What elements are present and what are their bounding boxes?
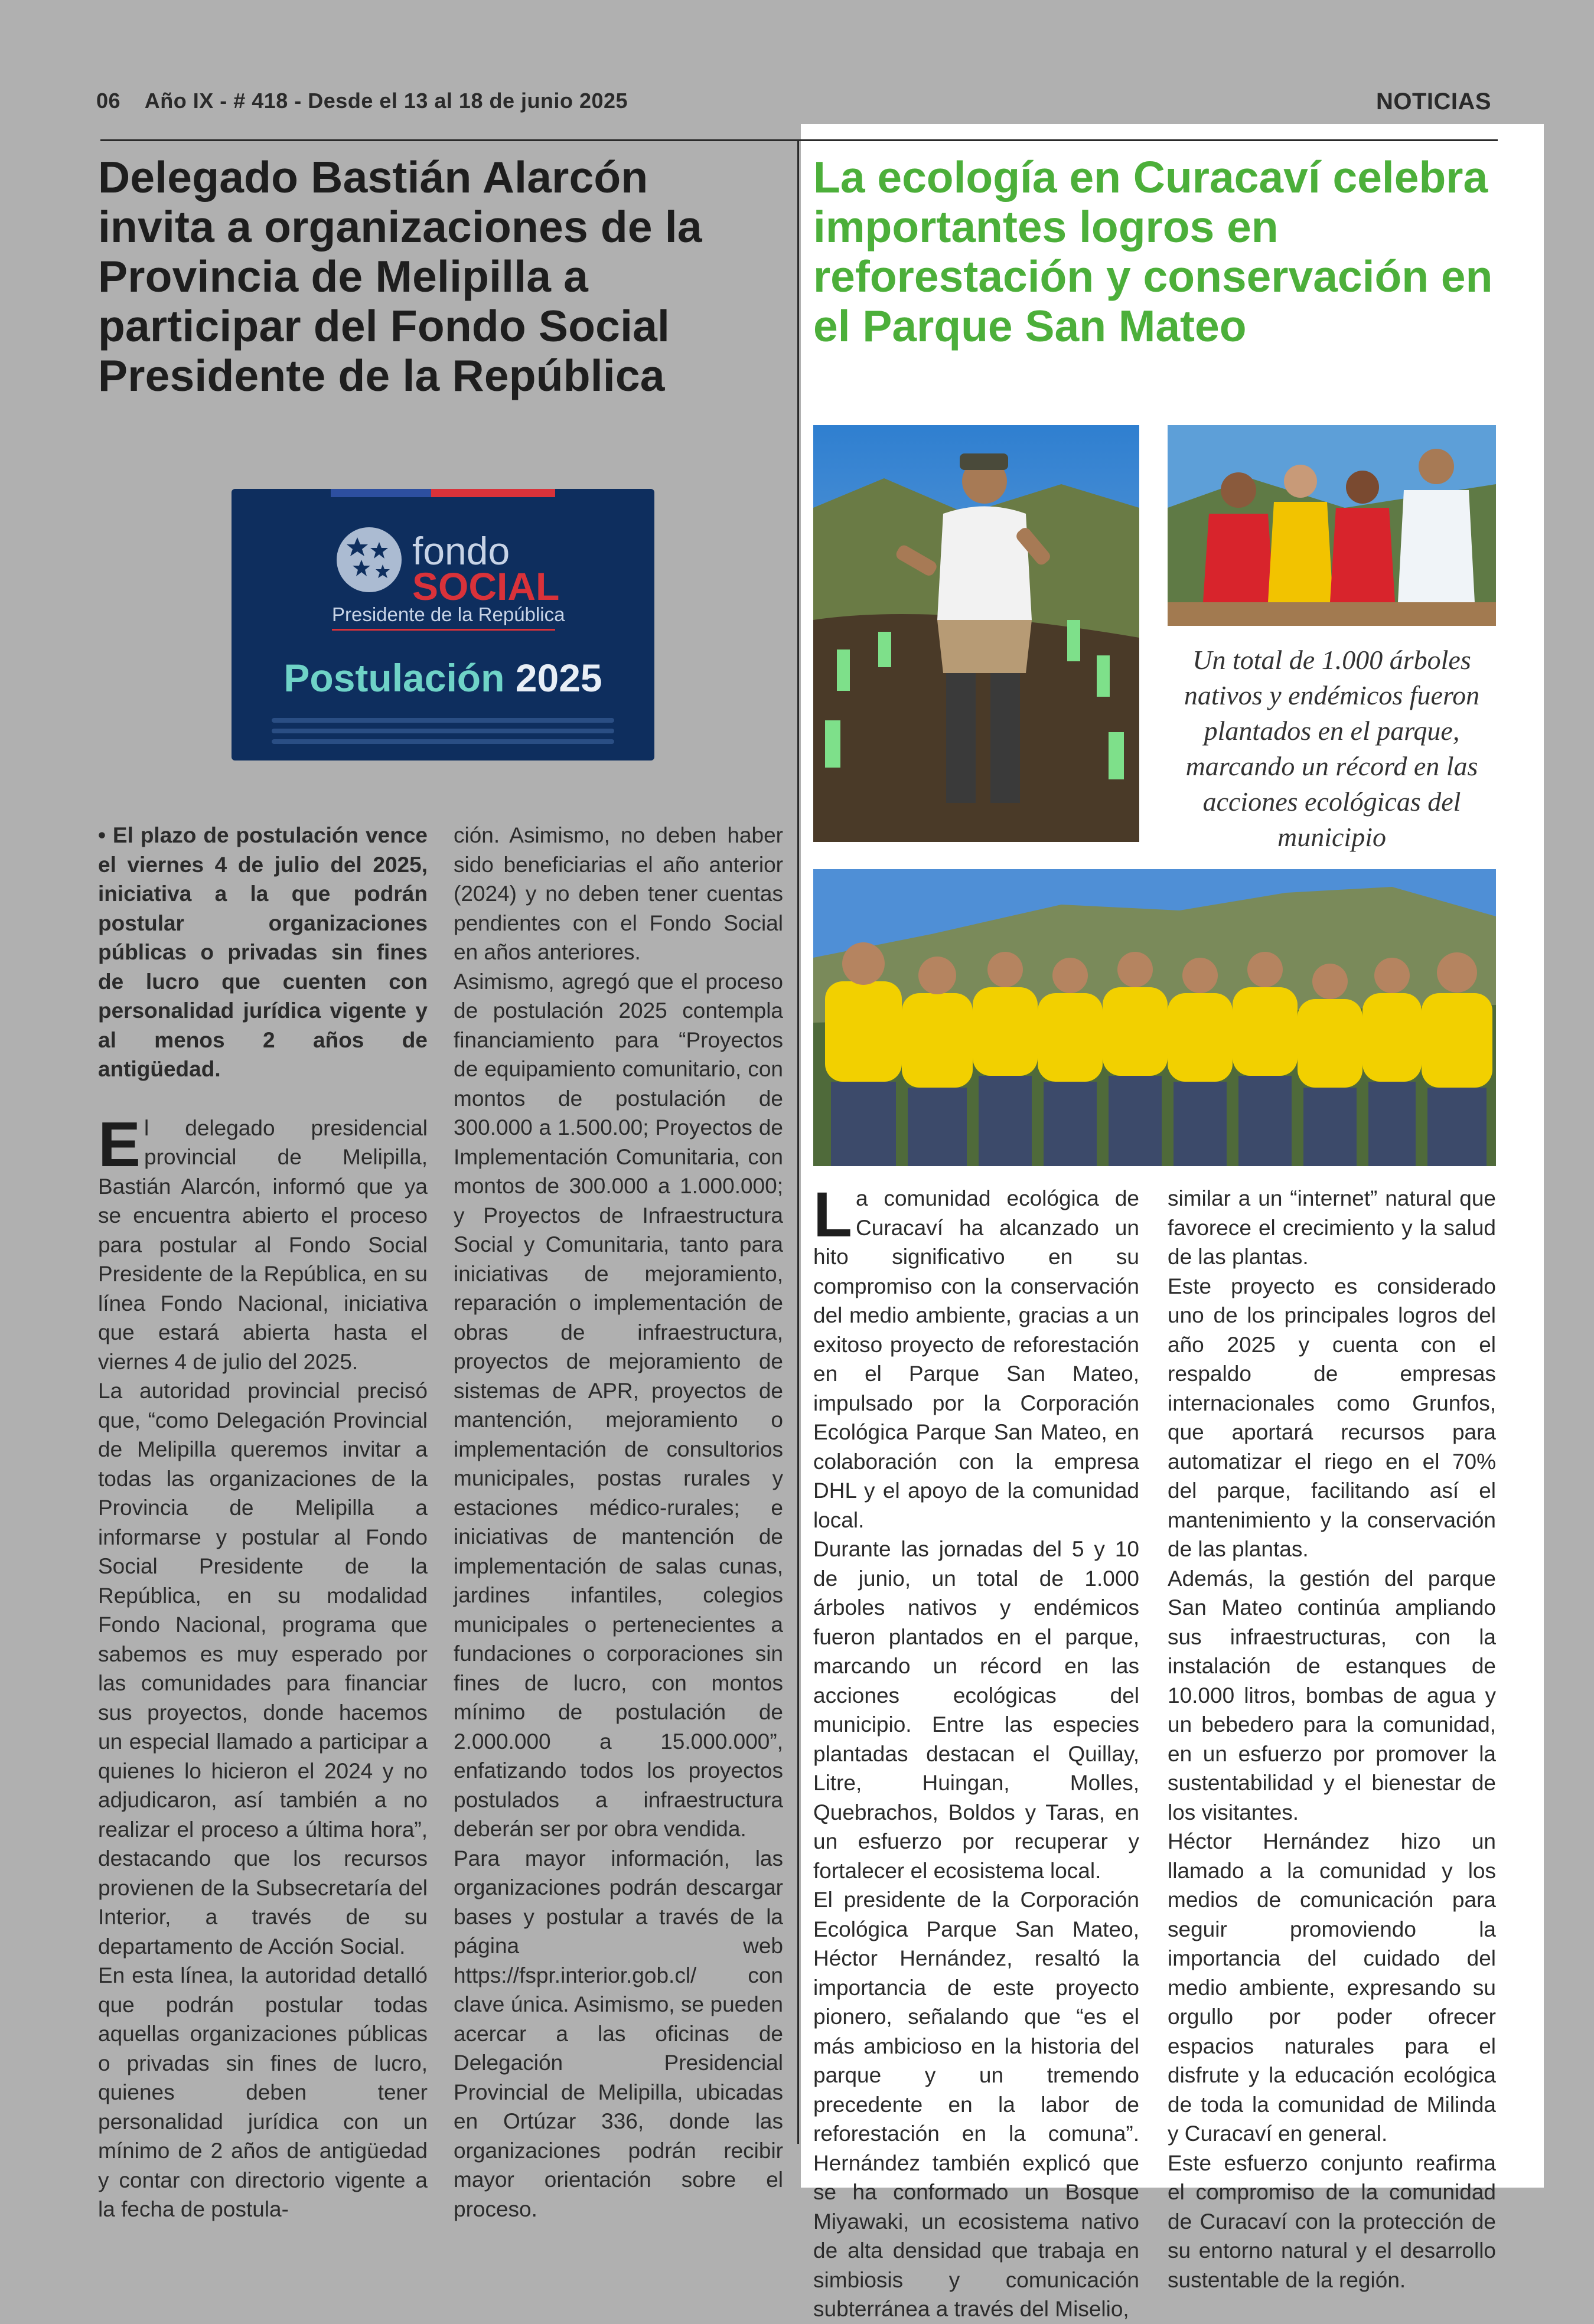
paragraph: En esta línea, la autoridad detalló que podrán postular todas aquellas organizaciones públicas o privadas sin fines de lucro, quienes deben tener personalidad jurídica con un mínimo de 2 años de antigüedad y contar con directorio vigente a la fecha de postula- (98, 1963, 428, 2221)
left-article-title: Delegado Bastián Alarcón invita a organizaciones de la Provincia de Melipilla a participar del Fondo Social Presidente de la República (98, 152, 702, 400)
dropcap: L (813, 1179, 852, 1250)
paragraph: La comunidad ecológica de Curacaví ha alcanzado un hito significativo en su compromiso con la conservación del medio ambiente, gracias a un exitoso proyecto de reforestación en el Parque San Mateo, impulsado por la Corporación Ecológica Parque San Mateo, en colaboración con la empresa DHL y el apoyo de la comunidad local. (813, 1179, 1139, 1532)
logo-word-social: SOCIAL (412, 564, 560, 608)
issue-header: 06 Año IX - # 418 - Desde el 13 al 18 de junio 2025 (96, 89, 628, 113)
logo-flag-red (431, 489, 555, 497)
paragraph: Durante las jornadas del 5 y 10 de junio, un total de 1.000 árboles nativos y endémicos fueron plantados en el parque, marcando un récord en las acciones ecológicas del municipio. Entre las especies plantadas destacan el Quillay, Litre, Huingan, Molles, Quebrachos, Boldos y Taras, en un esfuerzo por recuperar y fortalecer el ecosistema local. (813, 1537, 1139, 1883)
photo-group-four-people (1168, 425, 1496, 626)
paragraph: Este esfuerzo conjunto reafirma el compromiso de la comunidad de Curacaví con la protección de su entorno natural y el desarrollo sustentable de la región. (1168, 2150, 1496, 2292)
paragraph: La autoridad provincial precisó que, “como Delegación Provincial de Melipilla queremos invitar a todas las organizaciones de la Provincia de Melipilla a informarse y postular al Fondo Social Presidente de la República, en su modalidad Fondo Nacional, programa que sabemos es muy esperado por las comunidades para financiar sus proyectos, donde hacemos un especial llamado a participar a quienes lo hicieron el 2024 y no adjudicaron, así también a no realizar el proceso a última hora”, destacando que los recursos provienen de la Subsecretaría del Interior, a través de su departamento de Acción Social. (98, 1379, 428, 1959)
logo-flag-blue (331, 489, 431, 497)
logo-subtitle: Presidente de la República (332, 603, 565, 625)
paragraph: El delegado presidencial provincial de Melipilla, Bastián Alarcón, informó que ya se encuentra abierto el proceso para postular al Fondo Social Presidente de la República, en su línea Fondo Nacional, iniciativa que estará abierta hasta el viernes 4 de julio del 2025. (98, 1108, 428, 1374)
photo-caption: Un total de 1.000 árboles nativos y endémicos fueron plantados en el parque, marcando un récord en las acciones ecológicas del municipio (1184, 645, 1480, 852)
dropcap: E (98, 1108, 141, 1180)
right-article-column-1 (813, 1179, 1139, 2324)
stars-emblem-icon (331, 520, 408, 596)
logo-word-fondo: fondo (412, 529, 510, 573)
paragraph: similar a un “internet” natural que favorece el crecimiento y la salud de las plantas. (1168, 1186, 1496, 1269)
column-divider (797, 139, 799, 2144)
paragraph: El presidente de la Corporación Ecológica Parque San Mateo, Héctor Hernández, resaltó la importancia de este proyecto pionero, señalando que “es el más ambicioso en la historia del parque y un tremendo precedente en la labor de reforestación en la comuna”. Hernández también explicó que se ha conformado un Bosque Miyawaki, un ecosistema nativo de alta densidad que trabaja en simbiosis y comunicación subterránea a través del Miselio, (813, 1888, 1139, 2321)
logo-underline (332, 629, 555, 631)
photo-volunteer-planting (813, 425, 1139, 842)
logo-pattern (272, 714, 614, 750)
paragraph: Asimismo, agregó que el proceso de postulación 2025 contempla financiamiento para “Proyectos de equipamiento comunitario, con montos de postulación de 300.000 a 1.500.00; Proyectos de Implementación Comunitaria, con montos de 300.000 a 1.000.000; y Proyectos de Infraestructura Social y Comunitaria, tanto para iniciativas de mejoramiento, reparación o implementación de obras de infraestructura, proyectos de mejoramiento de sistemas de APR, proyectos de mantención, mejoramiento o implementación de consultorios municipales, postas rurales y estaciones médico-rurales; e iniciativas de mantención de implementación de salas cunas, jardines infantiles, colegios municipales o pertenecientes a fundaciones o corporaciones sin fines de lucro, con montos mínimo de postulación de 2.000.000 a 15.000.000”, enfatizando todos los proyectos postulados a infraestructura deberán ser por obra vendida. (454, 969, 783, 1841)
paragraph: Este proyecto es considerado uno de los principales logros del año 2025 y cuenta con el respaldo de empresas internacionales como Grunfos, que aportará recursos para automatizar el riego en el 70% del parque, facilitando así el mantenimiento y la conservación de las plantas. (1168, 1274, 1496, 1561)
logo-cta-year: 2025 (515, 656, 602, 700)
logo-postulacion (0, 655, 886, 700)
logo-cta-word: Postulación (283, 656, 505, 700)
photo-volunteers-group (813, 869, 1496, 1166)
right-article-title: La ecología en Curacaví celebra importantes logros en reforestación y conservación en el Parque San Mateo (813, 152, 1493, 351)
paragraph: ción. Asimismo, no deben haber sido beneficiarias el año anterior (2024) y no deben tener cuentas pendientes con el Fondo Social en años anteriores. (454, 823, 783, 964)
lead-paragraph: • El plazo de postulación vence el viernes 4 de julio del 2025, iniciativa a la que podrán postular organizaciones públicas o privadas sin fines de lucro que cuenten con personalidad jurídica vigente y al menos 2 años de antigüedad. (98, 823, 428, 1081)
paragraph: Para mayor información, las organizaciones podrán descargar bases y postular a través de la página web https://fspr.interior.gob.cl/ con clave única. Asimismo, se pueden acercar a las oficinas de Delegación Presidencial Provincial de Melipilla, ubicadas en Ortúzar 336, donde las organizaciones podrán recibir mayor orientación sobre el proceso. (454, 1846, 783, 2221)
left-article-column-2 (454, 821, 783, 2224)
left-article-column-1 (98, 821, 428, 2224)
paragraph: Además, la gestión del parque San Mateo continúa ampliando sus infraestructuras, con la instalación de estanques de 10.000 litros, bombas de agua y un bebedero para la comunidad, en un esfuerzo por promover la sustentabilidad y el bienestar de los visitantes. (1168, 1566, 1496, 1824)
top-rule (100, 139, 1498, 141)
right-article-column-2 (1168, 1184, 1496, 2294)
paragraph: Héctor Hernández hizo un llamado a la comunidad y los medios de comunicación para seguir promoviendo la importancia del cuidado del medio ambiente, expresando su orgullo por poder ofrecer espacios naturales para el disfrute y la educación ecológica de toda la comunidad de Milinda y Curacaví en general. (1168, 1829, 1496, 2146)
section-label: NOTICIAS (1376, 89, 1492, 115)
